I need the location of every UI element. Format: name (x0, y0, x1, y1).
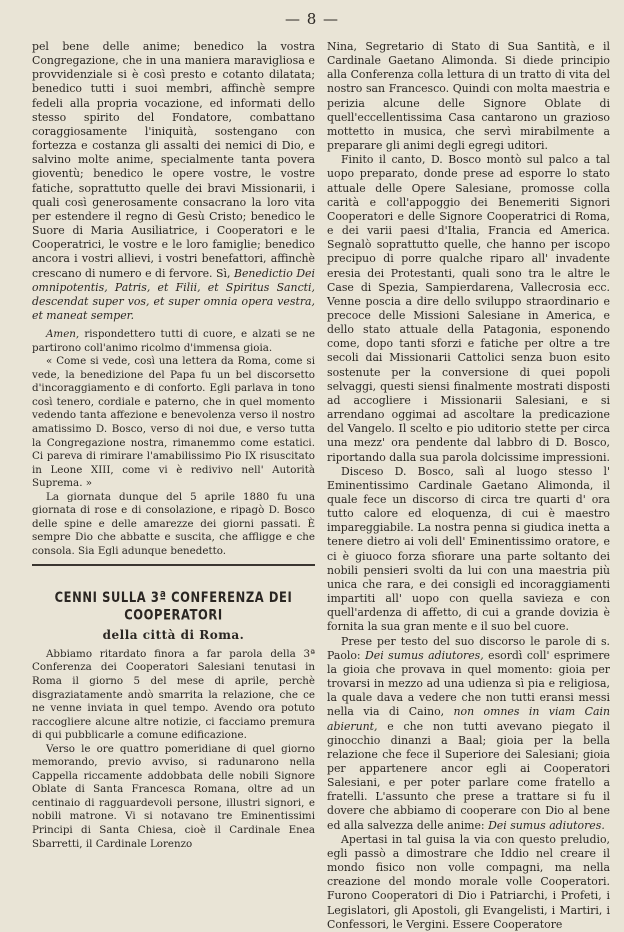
paragraph-text: pel bene delle anime; benedico la vostra Congregazione, che in una maniera maravigliosa e provvidenziale si è così presto e cotanto dilatata; benedico tutti i suoi membri, affinchè sempre fedeli alla propria vocazione, ed informati dello stesso spirito del Fondatore, combattano coraggiosamente l'iniquità, sostengano con fortezza e costanza gli assalti dei nemici di Dio, e salvino molte anime, specialmente tanta povera gioventù; benedico le opere vostre, le vostre fatiche, soprattutto quelle dei bravi Missionarii, i quali così generosamente consacrano la loro vita per estendere il regno di Gesù Cristo; benedico le Suore di Maria Ausiliatrice, i Cooperatori e le Cooperatrici, le vostre e le loro famiglie; benedico ancora i vostri allievi, i vostri benefattori, affinchè crescano di numero e di fervore. Sì, (32, 40, 315, 280)
latin-blessing: Benedictio Dei omnipotentis, Patris, et Filii, et Spiritus Sancti, descendat super vos, et super omnia opera vestra, et maneat semper. (32, 266, 315, 322)
paragraph (32, 40, 315, 323)
section-title: CENNI SULLA 3ª CONFERENZA DEI COOPERATORI (54, 588, 293, 625)
paragraph (327, 635, 610, 833)
paragraph-text: Prese per testo del suo discorso le parole di s. Paolo: (327, 634, 610, 662)
paragraph: Apertasi in tal guisa la via con questo preludio, egli passò a dimostrare che Iddio nel creare il mondo fisico non volle compagni, ma nella creazione del mondo morale volle Cooperatori. Furono Cooperatori di Dio i Patriarchi, i Profeti, i Legislatori, gli Apostoli, gli Evangelisti, i Martiri, i Confessori, le Vergini. Essere Cooperatore (327, 832, 610, 931)
paragraph-text: e che non tutti avevano piegato il ginocchio dinanzi a Baal; gioia per la bella relazione che fece il Superiore dei Salesiani; gioia per appartenere ancor egli ai Cooperatori Salesiani, e per poter parlare come fratello a fratelli. L'assunto che prese a trattare si fu il dovere che abbiamo di cooperare con Dio al bene ed alla salvezza delle anime: (327, 719, 610, 832)
paragraph-text: rispondettero tutti di cuore, e alzati se ne partirono coll'animo ricolmo d'immensa gioia. (32, 328, 315, 354)
latin-quote: Dei sumus adiutores. (488, 818, 605, 832)
paragraph: Nina, Segretario di Stato di Sua Santità, e il Cardinale Gaetano Alimonda. Si diede principio alla Conferenza colla lettura di un tratto di vita del nostro san Francesco. Quindi con molta maestria e perizia alcune delle Signore Oblate di quell'eccellentissima Casa cantarono un grazioso mottetto in musica, che servì mirabilmente a preparare gli animi degli egregi uditori. (327, 40, 610, 153)
right-column (327, 40, 610, 932)
paragraph: Abbiamo ritardato finora a far parola della 3ª Conferenza dei Cooperatori Salesiani tenutasi in Roma il giorno 5 del mese di aprile, perchè disgraziatamente andò smarrita la relazione, che ce ne venne inviata in quel tempo. Avendo ora potuto raccogliere alcune altre notizie, ci facciamo premura di qui pubblicarle a comune edificazione. (32, 647, 315, 742)
paragraph: Disceso D. Bosco, salì al luogo stesso l' Eminentissimo Cardinale Gaetano Alimonda, il quale fece un discorso di circa tre quarti d' ora tutto calore ed eloquenza, di cui è maestro impareggiabile. La nostra penna si giudica inetta a tenere dietro ai voli dell' Eminentissimo oratore, e ci è giuoco forza sfiorare una parte soltanto dei nobili pensieri svolti da lui con una maestria più unica che rara, e dei consigli ed incoraggiamenti impartiti all' uopo con quella savieza e con quell'ardenza di affetto, di cui a grande dovizia è fornita la sua gran mente e il suo bel cuore. (327, 464, 610, 634)
amen-text: Amen, (46, 328, 80, 341)
left-column (32, 40, 315, 851)
paragraph: « Come si vede, così una lettera da Roma, come si vede, la benedizione del Papa fu un bel discorsetto d'incoraggiamento e di conforto. Egli parlava in tono così tenero, cordiale e paterno, che in quel momento vedendo tanta affezione e benevolenza verso il nostro amatissimo D. Bosco, verso di noi due, e verso tutta la Congregazione nostra, rimanemmo come estatici. Ci pareva di rimirare l'amabilissimo Pio IX risuscitato in Leone XIII, come vi è redivivo nell' Autorità Suprema. » (32, 355, 315, 490)
latin-quote: Dei sumus adiutores, (365, 648, 484, 662)
paragraph: Verso le ore quattro pomeridiane di quel giorno memorando, previo avviso, si radunarono nella Cappella riccamente addobbata delle nobili Signore Oblate di Santa Francesca Romana, oltre ad un centinaio di ragguardevoli persone, illustri signori, e nobili matrone. Vi si notavano tre Eminentissimi Principi di Santa Chiesa, cioè il Cardinale Enea Sbarretti, il Cardinale Lorenzo (32, 742, 315, 850)
latin-quote: non omnes in viam Cain abierunt, (327, 705, 610, 733)
paragraph (32, 328, 315, 355)
page-number: — 8 — (284, 10, 340, 28)
section-divider (32, 564, 315, 566)
section-subtitle: della città di Roma. (102, 627, 245, 642)
paragraph: Finito il canto, D. Bosco montò sul palco a tal uopo preparato, donde prese ad esporre lo stato attuale delle Opere Salesiane, promosse colla carità e coll'appoggio dei Benemeriti Signori Cooperatori e delle Signore Cooperatrici di Roma, e dei varii paesi d'Italia, Francia ed America. Segnalò soprattutto quelle, che hanno per iscopo precipuo di porre qualche riparo all' invadente eresia dei Protestanti, quali sono tra le altre le Case di Spezia, Sampierdarena, Vallecrosia ecc. Venne poscia a dire dello sviluppo straordinario e precoce delle Missioni Salesiane in America, e dello stato attuale della Patagonia, esponendo come, dopo tanti sforzi e fatiche per oltre a tre secoli dai Missionarii Cattolici senza buon esito sostenute per la conversione di quei popoli selvaggi, questi siensi finalmente mostrati disposti ad accogliere i Missionarii Salesiani, e si arrendano oggimai ad ascoltare la predicazione del Vangelo. Il scelto e pio uditorio stette per circa una mezz' ora pendente dal labbro di D. Bosco, riportando dalla sua parola dolcissime impressioni. (327, 153, 611, 464)
paragraph: La giornata dunque del 5 aprile 1880 fu una giornata di rose e di consolazione, e ripagò D. Bosco delle spine e delle amarezze dei giorni passati. È sempre Dio che abbatte e suscita, che affligge e che consola. Sia Egli adunque benedetto. (32, 490, 315, 557)
paragraph-text: esordì coll' esprimere la gioia che provava in quel momento: gioia per trovarsi in mezzo ad una udienza sì pia e religiosa, la quale dava a vedere che non tutti eransi messi nella via di Caino, (327, 648, 610, 719)
section-heading (32, 588, 315, 642)
